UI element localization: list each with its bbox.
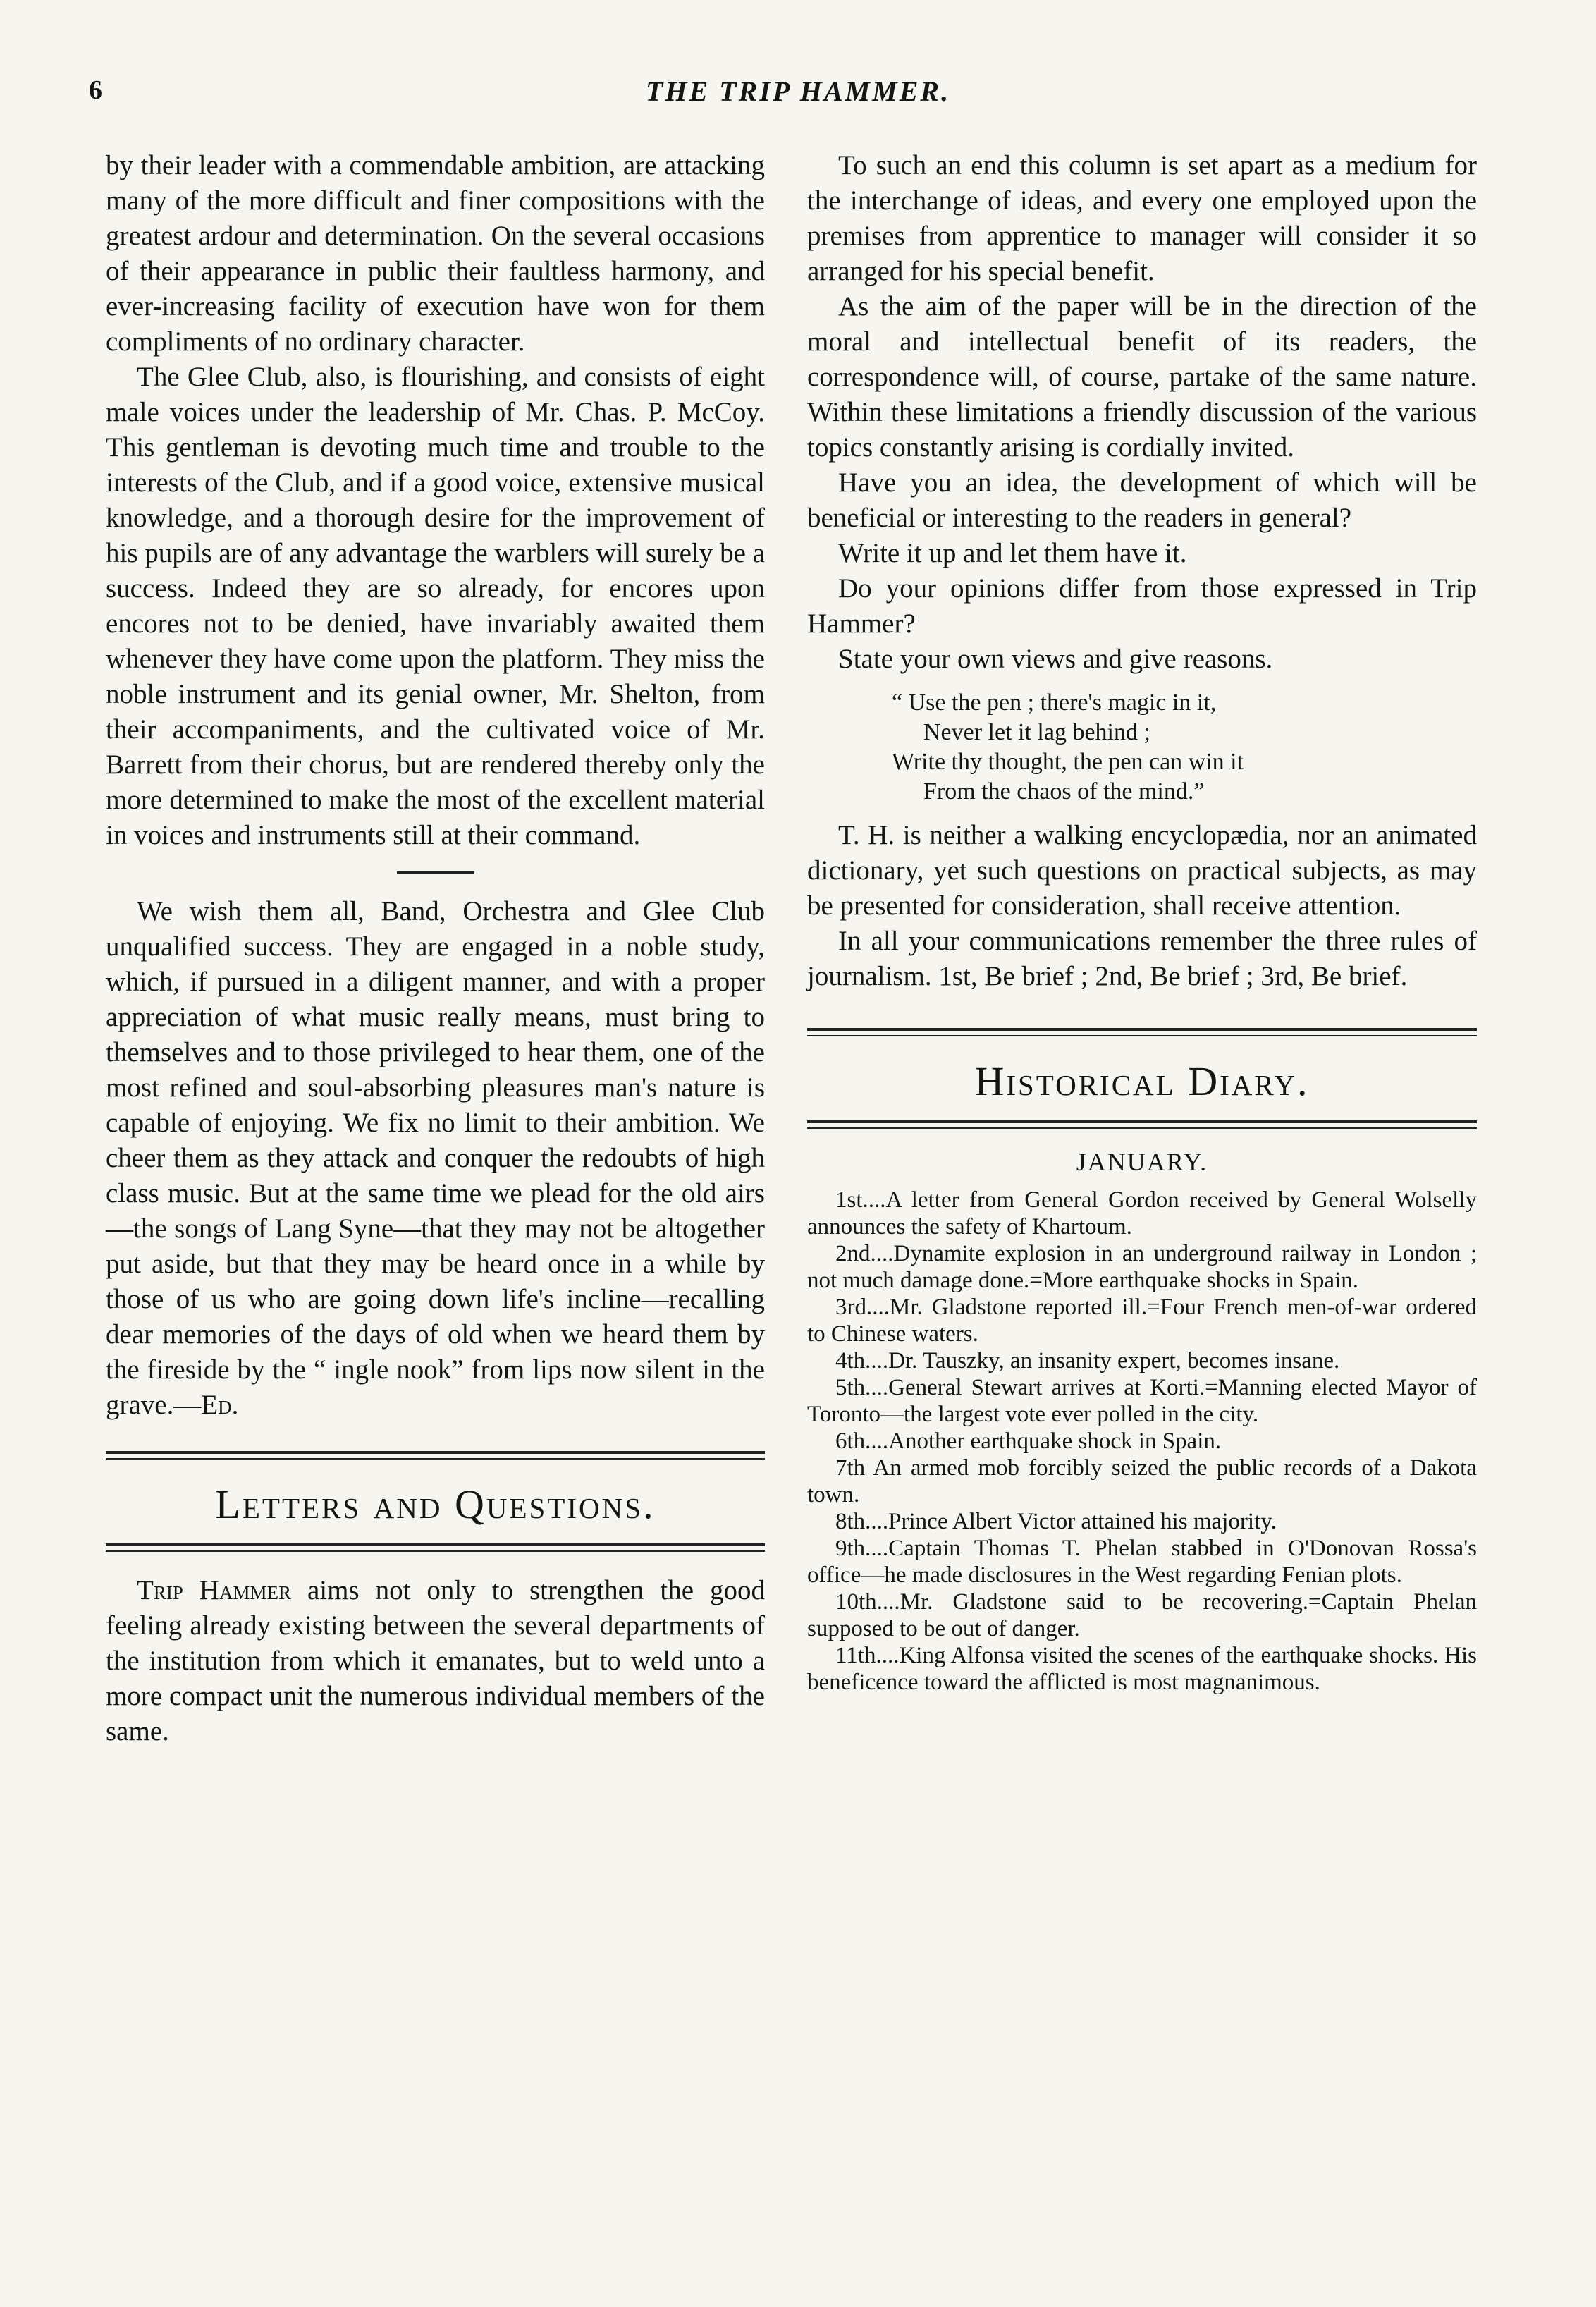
short-divider	[397, 871, 474, 874]
diary-entry: 3rd....Mr. Gladstone reported ill.=Four French men-of-war ordered to Chinese waters.	[807, 1295, 1477, 1347]
poem-line: Write thy thought, the pen can win it	[892, 749, 1244, 775]
diary-entry: 5th....General Stewart arrives at Korti.=Manning elected Mayor of Toronto—the largest vote ever polled in the city.	[807, 1375, 1477, 1427]
article-paragraph: T. H. is neither a walking encyclopædia, nor an animated dictionary, yet such questions on practical subjects, as may be presented for consideration, shall receive attention.	[807, 820, 1477, 921]
diary-entry: 11th....King Alfonsa visited the scenes of the earthquake shocks. His beneficence toward the afflicted is most magnanimous.	[807, 1643, 1477, 1695]
diary-entry: 2nd....Dynamite explosion in an underground railway in London ; not much damage done.=More earthquake shocks in Spain.	[807, 1241, 1477, 1293]
right-column	[807, 148, 1477, 1696]
letters-section-title: Letters and Questions.	[215, 1481, 656, 1527]
poem-line: Never let it lag behind ;	[923, 719, 1150, 745]
letters-intro-text: aims not only to strengthen the good feeling already existing between the several departments of the institution from which it emanates, but to weld unto a more compact unit the numerous individual members of the same.	[106, 1575, 765, 1746]
diary-entry: 6th....Another earthquake shock in Spain.	[835, 1428, 1222, 1454]
article-paragraph: To such an end this column is set apart as a medium for the interchange of ideas, and every one employed upon the premises from apprentice to manager will consider it so arranged for his special benefit.	[807, 150, 1477, 286]
section-divider	[807, 1120, 1477, 1129]
article-paragraph: State your own views and give reasons.	[838, 644, 1273, 674]
article-paragraph	[106, 894, 765, 1423]
article-paragraph: In all your communications remember the three rules of journalism. 1st, Be brief ; 2nd, Be brief ; 3rd, Be brief.	[807, 926, 1477, 991]
section-divider	[807, 1028, 1477, 1036]
article-paragraph: Do your opinions differ from those expressed in Trip Hammer?	[807, 573, 1477, 639]
diary-entry: 9th....Captain Thomas T. Phelan stabbed in O'Donovan Rossa's office—he made disclosures in the West regarding Fenian plots.	[807, 1536, 1477, 1588]
closing-text: We wish them all, Band, Orchestra and Glee Club unqualified success. They are engaged in a noble study, which, if pursued in a diligent manner, and with a proper appreciation of what music really means, must bring to themselves and to those privileged to hear them, one of the most refined and soul-absorbing pleasures man's nature is capable of enjoying. We fix no limit to their ambition. We cheer them as they attack and conquer the redoubts of high class music. But at the same time we plead for the old airs—the songs of Lang Syne—that they may not be altogether put aside, but that they may be heard once in a while by those of us who are going down life's incline—recalling dear memories of the days of old when we heard them by the fireside by the “ ingle nook” from lips now silent in the grave.—	[106, 896, 765, 1420]
article-paragraph: Have you an idea, the development of which will be beneficial or interesting to the readers in general?	[807, 467, 1477, 533]
article-paragraph: Write it up and let them have it.	[838, 538, 1187, 568]
article-paragraph: As the aim of the paper will be in the direction of the moral and intellectual benefit of its readers, the correspondence will, of course, partake of the same nature. Within these limitations a friendly discussion of the various topics constantly arising is cordially invited.	[807, 291, 1477, 463]
poem-line: From the chaos of the mind.”	[923, 778, 1205, 804]
diary-entry: 7th An armed mob forcibly seized the public records of a Dakota town.	[807, 1455, 1477, 1507]
running-title: THE TRIP HAMMER.	[645, 75, 951, 107]
diary-entry: 4th....Dr. Tauszky, an insanity expert, becomes insane.	[835, 1348, 1340, 1373]
section-divider	[106, 1543, 765, 1552]
diary-section-title: Historical Diary.	[974, 1058, 1310, 1104]
article-paragraph: by their leader with a commendable ambition, are attacking many of the more difficult and finer compositions with the greatest ardour and determination. On the several occasions of their appearance in public their faultless harmony, and ever-increasing facility of execution have won for them compliments of no ordinary character.	[106, 150, 765, 357]
letters-intro	[106, 1573, 765, 1749]
section-divider	[106, 1451, 765, 1460]
diary-month: JANUARY.	[1076, 1148, 1208, 1176]
poem-line: “ Use the pen ; there's magic in it,	[892, 690, 1217, 716]
article-paragraph: The Glee Club, also, is flourishing, and consists of eight male voices under the leadership of Mr. Chas. P. McCoy. This gentleman is devoting much time and trouble to the interests of the Club, and if a good voice, extensive musical knowledge, and a thorough desire for the improvement of his pupils are of any advantage the warblers will surely be a success. Indeed they are so already, for encores upon encores not to be denied, have invariably awaited them whenever they have come upon the platform. They miss the noble instrument and its genial owner, Mr. Shelton, from their accompaniments, and the cultivated voice of Mr. Barrett from their chorus, but are rendered thereby only the more determined to make the most of the excellent material in voices and instruments still at their command.	[106, 362, 765, 850]
left-column	[106, 148, 765, 1749]
poem	[807, 688, 1477, 807]
paper-name: Trip Hammer	[137, 1575, 291, 1605]
editor-signature: Ed.	[201, 1390, 239, 1420]
diary-entry: 8th....Prince Albert Victor attained his majority.	[835, 1509, 1277, 1534]
page-number: 6	[89, 75, 102, 105]
diary-entry: 10th....Mr. Gladstone said to be recovering.=Captain Phelan supposed to be out of danger.	[807, 1589, 1477, 1641]
diary-entry: 1st....A letter from General Gordon received by General Wolselly announces the safety of Khartoum.	[807, 1187, 1477, 1240]
